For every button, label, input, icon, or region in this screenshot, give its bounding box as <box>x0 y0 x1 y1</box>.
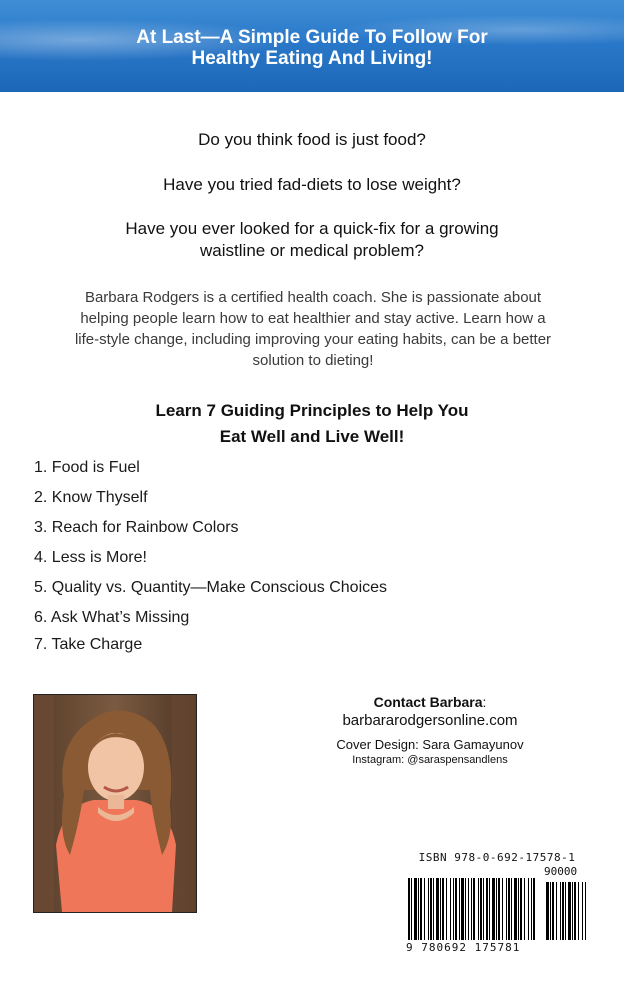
barcode-bar <box>518 878 519 940</box>
barcode-bar <box>442 878 444 940</box>
barcode-bar <box>471 878 472 940</box>
barcode-bar <box>480 878 482 940</box>
barcode-bar <box>411 878 412 940</box>
question-quick-fix-line-1: Have you ever looked for a quick-fix for a growing <box>125 219 499 238</box>
principle-item: 4. Less is More! <box>34 549 147 566</box>
principles-heading-line-2: Eat Well and Live Well! <box>219 427 405 446</box>
contact-label-colon: : <box>482 694 487 710</box>
isbn-barcode-block <box>404 848 590 959</box>
price-barcode-bar <box>550 882 551 940</box>
barcode-bar <box>433 878 434 940</box>
question-fad-diets: Have you tried fad-diets to lose weight? <box>163 175 461 194</box>
bio-line: Barbara Rodgers is a certified health coach. She is passionate about <box>84 289 542 306</box>
barcode-bar <box>450 878 451 940</box>
contact-label <box>330 694 530 710</box>
barcode-bar <box>502 878 503 940</box>
barcode-bar <box>455 878 457 940</box>
principle-item: 5. Quality vs. Quantity—Make Conscious Choices <box>34 579 388 596</box>
barcode-bar <box>496 878 497 940</box>
barcode-bar <box>459 878 460 940</box>
barcode-bar <box>453 878 454 940</box>
barcode-bar <box>408 878 410 940</box>
principle-item: 7. Take Charge <box>34 636 143 653</box>
price-code: 90000 <box>544 865 578 878</box>
barcode-bar <box>531 878 532 940</box>
barcode-bar <box>440 878 441 940</box>
instagram-handle: Instagram: @saraspensandlens <box>352 754 508 766</box>
principles-heading <box>0 398 624 450</box>
banner-title <box>0 27 624 69</box>
barcode-bar <box>461 878 464 940</box>
barcode-bar <box>508 878 510 940</box>
barcode-bar <box>486 878 488 940</box>
barcode-bar <box>533 878 535 940</box>
cover-design-credit: Cover Design: Sara Gamayunov <box>336 737 524 752</box>
barcode-bar <box>473 878 475 940</box>
banner-title-line-2: Healthy Eating And Living! <box>191 48 433 69</box>
barcode-bar <box>498 878 500 940</box>
question-quick-fix-line-2: waistline or medical problem? <box>200 241 424 260</box>
price-barcode-bar <box>572 882 573 940</box>
barcode-bars <box>404 878 590 944</box>
principle-item: 1. Food is Fuel <box>34 459 140 476</box>
price-barcode-bar <box>578 882 579 940</box>
author-bio <box>52 287 574 371</box>
barcode-bar <box>436 878 439 940</box>
website-link[interactable]: barbararodgersonline.com <box>342 712 518 729</box>
barcode-bar <box>424 878 425 940</box>
barcode-bar <box>511 878 512 940</box>
barcode-bar <box>418 878 419 940</box>
principles-heading-line-1: Learn 7 Guiding Principles to Help You <box>155 401 469 420</box>
barcode-bar <box>528 878 529 940</box>
price-barcode-bar <box>585 882 586 940</box>
barcode-bar <box>492 878 495 940</box>
price-barcode-bar <box>552 882 554 940</box>
price-barcode-bar <box>560 882 561 940</box>
bio-line: helping people learn how to eat healthier and stay active. Learn how a <box>80 310 546 327</box>
price-barcode-bar <box>562 882 564 940</box>
barcode-bar <box>520 878 522 940</box>
contact-label-text: Contact Barbara <box>373 694 483 710</box>
price-barcode-bar <box>568 882 571 940</box>
barcode-bar <box>524 878 525 940</box>
banner-title-line-1: At Last—A Simple Guide To Follow For <box>136 27 488 48</box>
bio-line: life-style change, including improving your eating habits, can be a better <box>74 331 552 348</box>
barcode-bar <box>446 878 447 940</box>
barcode-bar <box>483 878 484 940</box>
barcode-bar <box>514 878 517 940</box>
question-food: Do you think food is just food? <box>198 130 426 149</box>
price-barcode-bar <box>574 882 576 940</box>
price-barcode-bar <box>582 882 583 940</box>
author-portrait-illustration <box>34 695 196 912</box>
barcode-bar <box>468 878 469 940</box>
barcode-bar <box>430 878 432 940</box>
isbn-label: ISBN 978-0-692-17578-1 <box>418 851 576 864</box>
price-barcode-bar <box>556 882 557 940</box>
barcode-bar <box>478 878 479 940</box>
principle-item: 3. Reach for Rainbow Colors <box>34 519 239 536</box>
author-photo <box>33 694 197 913</box>
barcode-bar <box>489 878 490 940</box>
principle-item: 6. Ask What’s Missing <box>34 609 190 626</box>
bio-line: solution to dieting! <box>252 352 374 369</box>
isbn-number: 9 780692 175781 <box>406 941 521 954</box>
price-barcode-bar <box>565 882 566 940</box>
barcode-bar <box>420 878 422 940</box>
header-banner <box>0 0 624 92</box>
principle-item: 2. Know Thyself <box>34 489 148 506</box>
barcode-bar <box>428 878 429 940</box>
barcode-bar <box>506 878 507 940</box>
price-barcode-bar <box>546 882 549 940</box>
barcode-bar <box>465 878 466 940</box>
barcode-bar <box>414 878 417 940</box>
